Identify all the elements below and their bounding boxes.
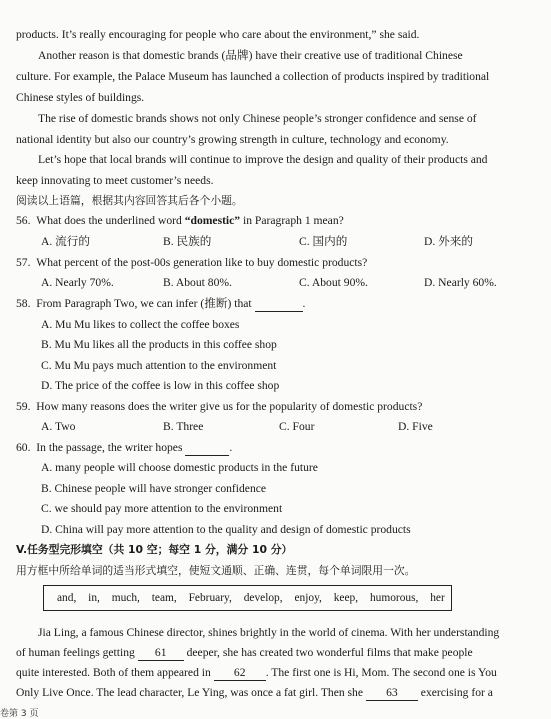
question-59-options <box>41 420 531 434</box>
word-bank-item: February, <box>188 592 232 604</box>
option-b[interactable]: B. Three <box>163 420 204 433</box>
question-57: 57. What percent of the post-00s generation like to buy domestic products? <box>16 256 368 269</box>
question-60: 60. In the passage, the writer hopes . <box>16 441 233 454</box>
section-title: V.任务型完形填空（共 10 空；每空 1 分，满分 10 分） <box>16 543 293 556</box>
option-b[interactable]: B. Mu Mu likes all the products in this coffee shop <box>41 338 277 351</box>
passage-line: Let’s hope that local brands will continue to improve the design and quality of their products and <box>38 153 488 166</box>
option-d[interactable]: D. Nearly 60%. <box>424 276 497 289</box>
word-bank-item: and, <box>57 592 77 604</box>
cloze-line: quite interested. Both of them appeared in 62 . The first one is Hi, Mom. The second one is You <box>16 666 497 679</box>
cloze-line: of human feelings getting 61 deeper, she has created two wonderful films that make people <box>16 646 473 659</box>
word-bank <box>43 585 452 611</box>
word-bank-item: keep, <box>333 592 359 604</box>
passage-line: Another reason is that domestic brands (品牌) have their creative use of traditional Chinese <box>38 49 463 62</box>
word-bank-item: her <box>430 592 445 604</box>
option-c[interactable]: C. we should pay more attention to the environment <box>41 502 283 515</box>
answer-blank[interactable] <box>255 297 303 312</box>
section-instruction: 用方框中所给单词的适当形式填空，使短文通顺、正确、连贯，每个单词限用一次。 <box>16 564 416 577</box>
option-a[interactable]: A. many people will choose domestic products in the future <box>41 461 318 474</box>
option-c[interactable]: C. Four <box>279 420 315 433</box>
cloze-line: Jia Ling, a famous Chinese director, shines brightly in the world of cinema. With her understanding <box>38 626 500 639</box>
word-bank-item: enjoy, <box>294 592 322 604</box>
question-56: 56. What does the underlined word “domestic” in Paragraph 1 mean? <box>16 214 344 227</box>
question-59: 59. How many reasons does the writer give us for the popularity of domestic products? <box>16 400 423 413</box>
option-a[interactable]: A. 流行的 <box>41 235 90 248</box>
option-a[interactable]: A. Nearly 70%. <box>41 276 114 289</box>
option-d[interactable]: D. Five <box>398 420 433 433</box>
question-56-options <box>41 235 531 249</box>
option-c[interactable]: C. About 90%. <box>299 276 368 289</box>
word-bank-item: in, <box>88 592 100 604</box>
word-bank-item: develop, <box>243 592 283 604</box>
blank-61[interactable]: 61 <box>138 646 184 661</box>
option-a[interactable]: A. Mu Mu likes to collect the coffee boxes <box>41 318 240 331</box>
option-b[interactable]: B. About 80%. <box>163 276 232 289</box>
cloze-line: Only Live Once. The lead character, Le Ying, was once a fat girl. Then she 63 exercising for a <box>16 686 493 699</box>
word-bank-item: team, <box>151 592 177 604</box>
option-b[interactable]: B. 民族的 <box>163 235 212 248</box>
word-bank-item: humorous, <box>369 592 419 604</box>
passage-line: national identity but also our country’s growing strength in culture, technology and economy. <box>16 133 449 146</box>
answer-blank[interactable] <box>185 441 229 456</box>
question-57-options <box>41 276 531 290</box>
option-a[interactable]: A. Two <box>41 420 76 433</box>
question-58: 58. From Paragraph Two, we can infer (推断) that . <box>16 297 306 310</box>
word-bank-item: much, <box>111 592 140 604</box>
passage-line: products. It’s really encouraging for people who care about the environment,” she said. <box>16 28 420 41</box>
option-c[interactable]: C. 国内的 <box>299 235 348 248</box>
passage-line: keep innovating to meet customer’s needs. <box>16 174 214 187</box>
reading-instruction: 阅读以上语篇，根据其内容回答其后各个小题。 <box>16 194 243 207</box>
passage-line: culture. For example, the Palace Museum has launched a collection of products inspired by traditional <box>16 70 490 83</box>
option-d[interactable]: D. China will pay more attention to the quality and design of domestic products <box>41 523 411 536</box>
option-d[interactable]: D. The price of the coffee is low in this coffee shop <box>41 379 280 392</box>
blank-62[interactable]: 62 <box>214 666 266 681</box>
page-footer: 卷第 3 页 <box>0 709 39 719</box>
passage-line: Chinese styles of buildings. <box>16 91 145 104</box>
blank-63[interactable]: 63 <box>366 686 418 701</box>
option-b[interactable]: B. Chinese people will have stronger confidence <box>41 482 267 495</box>
passage-line: The rise of domestic brands shows not only Chinese people’s stronger confidence and sense of <box>38 112 477 125</box>
option-d[interactable]: D. 外来的 <box>424 235 473 248</box>
option-c[interactable]: C. Mu Mu pays much attention to the environment <box>41 359 277 372</box>
